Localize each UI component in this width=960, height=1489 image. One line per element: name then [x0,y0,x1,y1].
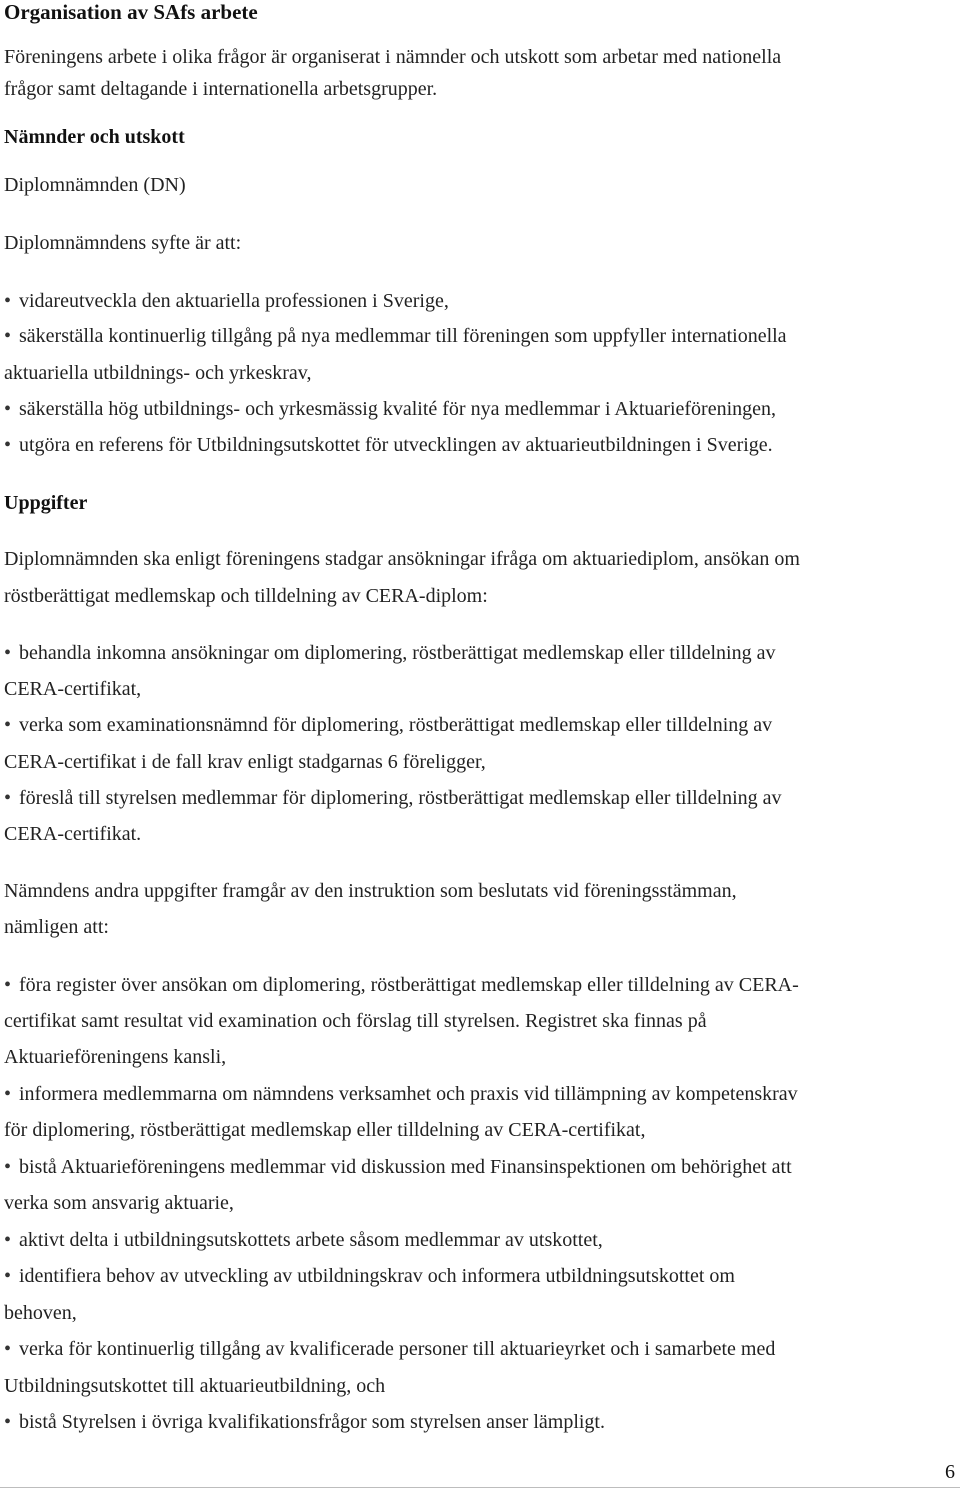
section-heading: Nämnder och utskott [4,126,185,148]
bullet-text: bistå Styrelsen i övriga kvalifikationsfrågor som styrelsen anser lämpligt. [19,1411,605,1433]
bullet-marker: • [4,398,12,420]
bullet-continuation: Utbildningsutskottet till aktuarieutbildning, och [4,1375,386,1397]
bullet-text: säkerställa hög utbildnings- och yrkesmässig kvalité för nya medlemmar i Aktuarieföreningen, [19,398,777,420]
bullet-marker: • [4,714,12,736]
intro-line-2: frågor samt deltagande i internationella arbetsgrupper. [4,78,438,100]
tasks-heading: Uppgifter [4,492,88,514]
bullet-text: bistå Aktuarieföreningens medlemmar vid diskussion med Finansinspektionen om behörighet att [19,1156,792,1178]
other-bullet-item [4,973,799,997]
purpose-bullet-item [4,324,787,348]
bullet-text: identifiera behov av utveckling av utbildningskrav och informera utbildningsutskottet om [19,1265,735,1287]
bullet-text: behandla inkomna ansökningar om diplomering, röstberättigat medlemskap eller tilldelning av [19,642,776,664]
purpose-bullet-item [4,289,449,313]
bullet-continuation: Aktuarieföreningens kansli, [4,1046,227,1068]
purpose-intro: Diplomnämndens syfte är att: [4,232,242,254]
bullet-marker: • [4,1229,12,1251]
bullet-continuation: CERA-certifikat. [4,823,142,845]
bullet-continuation: certifikat samt resultat vid examination och förslag till styrelsen. Registret ska finnas på [4,1010,707,1032]
bullet-text: verka för kontinuerlig tillgång av kvalificerade personer till aktuarieyrket och i samarbete med [19,1338,776,1360]
bullet-marker: • [4,325,12,347]
bullet-marker: • [4,1411,12,1433]
other-bullet-item [4,1264,735,1288]
bullet-text: utgöra en referens för Utbildningsutskottet för utvecklingen av aktuarieutbildningen i Sverige. [19,434,773,456]
bullet-marker: • [4,974,12,996]
bullet-continuation: aktuariella utbildnings- och yrkeskrav, [4,362,312,384]
task-bullet-item [4,786,782,810]
bullet-marker: • [4,434,12,456]
bullet-continuation: verka som ansvarig aktuarie, [4,1192,234,1214]
purpose-bullet-item [4,433,773,457]
bullet-text: föreslå till styrelsen medlemmar för diplomering, röstberättigat medlemskap eller tilldelning av [19,787,782,809]
purpose-bullet-item [4,397,776,421]
footer-divider [0,1487,960,1488]
bullet-marker: • [4,1156,12,1178]
committee-name: Diplomnämnden (DN) [4,174,186,196]
bullet-marker: • [4,787,12,809]
bullet-continuation: CERA-certifikat i de fall krav enligt stadgarnas 6 föreligger, [4,751,486,773]
bullet-marker: • [4,642,12,664]
task-bullet-item [4,641,775,665]
other-intro-line-2: nämligen att: [4,916,109,938]
bullet-text: verka som examinationsnämnd för diplomering, röstberättigat medlemskap eller tilldelning av [19,714,773,736]
bullet-text: säkerställa kontinuerlig tillgång på nya medlemmar till föreningen som uppfyller internationella [19,325,787,347]
bullet-continuation: behoven, [4,1302,77,1324]
bullet-text: aktivt delta i utbildningsutskottets arbete såsom medlemmar av utskottet, [19,1229,603,1251]
other-bullet-item [4,1410,605,1434]
bullet-continuation: för diplomering, röstberättigat medlemskap eller tilldelning av CERA-certifikat, [4,1119,646,1141]
bullet-continuation: CERA-certifikat, [4,678,142,700]
other-intro-line-1: Nämndens andra uppgifter framgår av den instruktion som beslutats vid föreningsstämman, [4,880,737,902]
other-bullet-item [4,1155,792,1179]
other-bullet-item [4,1337,775,1361]
bullet-text: vidareutveckla den aktuariella professionen i Sverige, [19,290,449,312]
bullet-marker: • [4,1338,12,1360]
tasks-intro-line-2: röstberättigat medlemskap och tilldelning av CERA-diplom: [4,585,488,607]
task-bullet-item [4,713,772,737]
document-title: Organisation av SAfs arbete [4,0,258,24]
other-bullet-item [4,1082,798,1106]
tasks-intro-line-1: Diplomnämnden ska enligt föreningens stadgar ansökningar ifråga om aktuariediplom, ansökan om [4,548,800,570]
bullet-marker: • [4,1083,12,1105]
bullet-marker: • [4,1265,12,1287]
page-number: 6 [945,1461,955,1483]
bullet-text: informera medlemmarna om nämndens verksamhet och praxis vid tillämpning av kompetenskrav [19,1083,798,1105]
other-bullet-item [4,1228,603,1252]
intro-line-1: Föreningens arbete i olika frågor är organiserat i nämnder och utskott som arbetar med nationella [4,46,782,68]
bullet-text: föra register över ansökan om diplomering, röstberättigat medlemskap eller tilldelning av CERA- [19,974,799,996]
bullet-marker: • [4,290,12,312]
